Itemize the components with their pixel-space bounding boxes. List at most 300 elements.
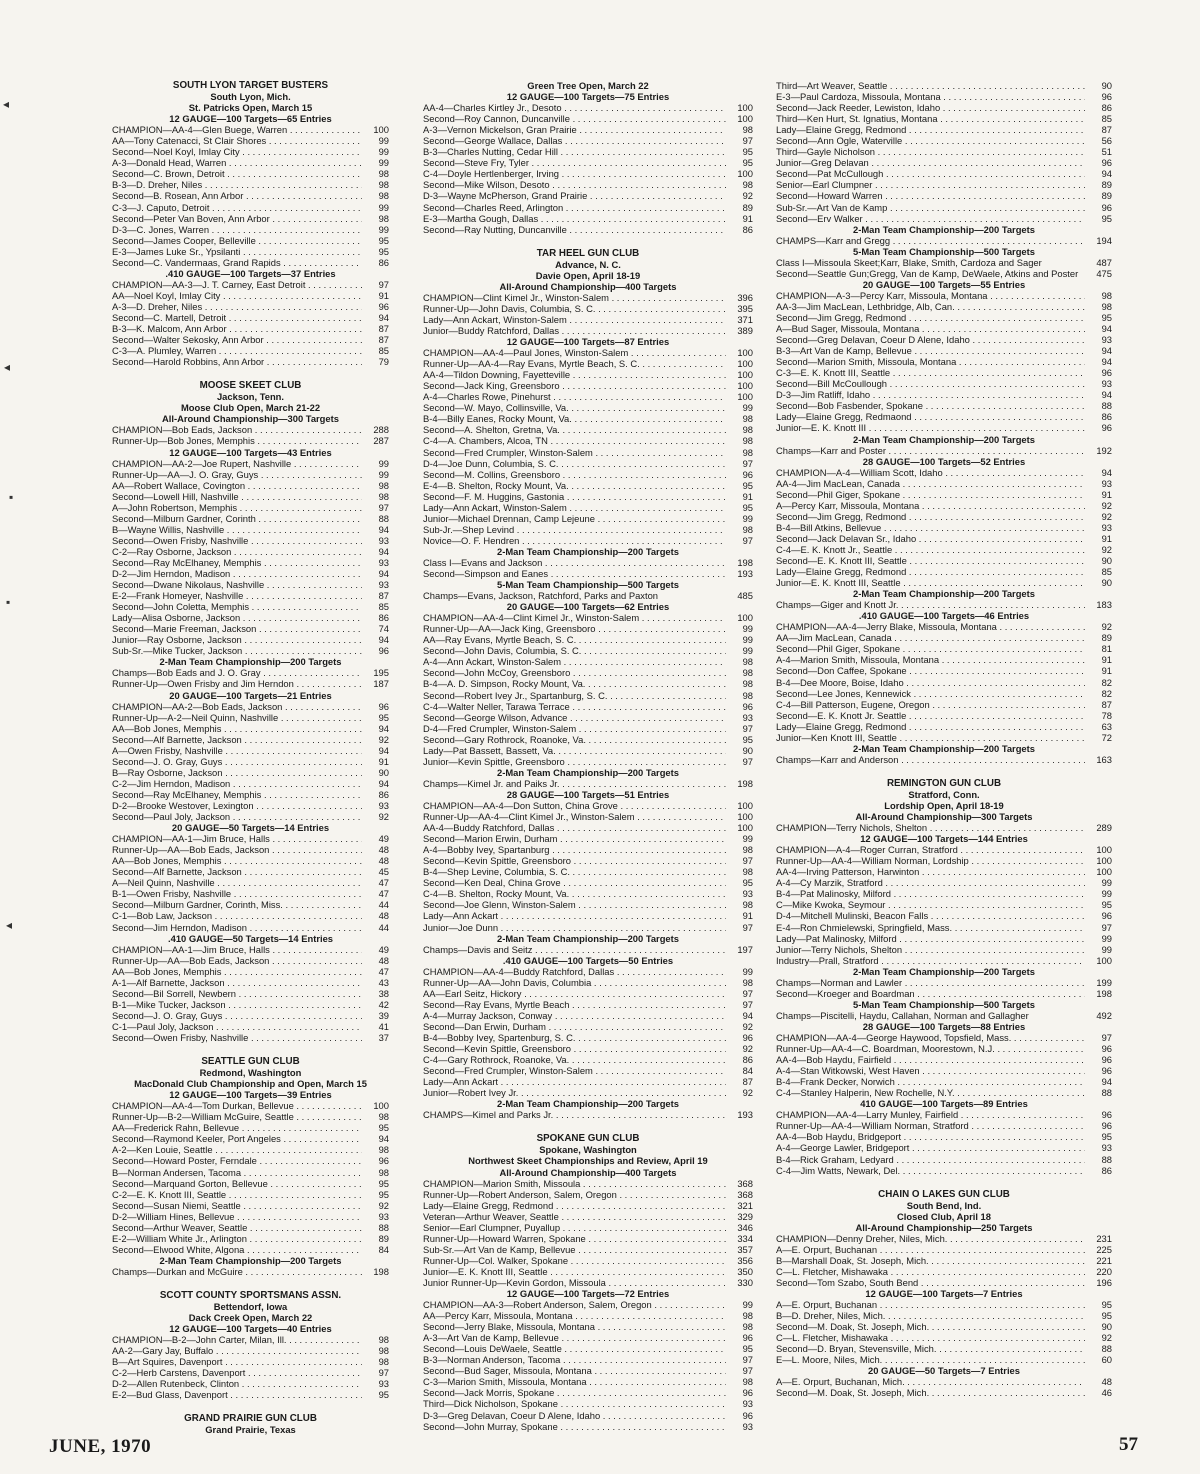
event-heading: 2-Man Team Championship—200 Targets xyxy=(853,742,1035,754)
score: 97 xyxy=(742,855,753,867)
score: 96 xyxy=(742,468,753,480)
shooter-name: A-4—Murray Jackson, Conway . . . xyxy=(423,1010,726,1021)
event-heading: All-Around Championship—250 Targets xyxy=(855,1221,1033,1233)
result-row xyxy=(423,1178,753,1189)
score: 96 xyxy=(1101,422,1112,434)
shooter-name: Runner-Up—Howard Warren, Spokane . . . xyxy=(423,1233,726,1244)
event-heading: 12 GAUGE—100 Targets—72 Entries xyxy=(506,1288,670,1300)
shooter-name: Second—Lowell Hill, Nashville . . . xyxy=(112,491,362,502)
score: 86 xyxy=(1101,411,1112,423)
score: 91 xyxy=(378,755,389,767)
result-row xyxy=(423,1010,753,1021)
score: 97 xyxy=(742,457,753,469)
shooter-name: CHAMPION—Denny Dreher, Niles, Mich. . . . xyxy=(776,1233,1085,1244)
result-row xyxy=(112,778,389,789)
event-heading: 2-Man Team Championship—200 Targets xyxy=(159,656,342,668)
score: 92 xyxy=(742,1087,753,1099)
team-result-row xyxy=(423,590,753,601)
result-row xyxy=(776,378,1112,389)
score: 92 xyxy=(378,733,389,745)
result-row xyxy=(423,535,753,546)
shooter-name: AA—Bob Jones, Memphis . . . xyxy=(112,855,362,866)
shooter-name: AA—Frederick Rahn, Bellevue . . . xyxy=(112,1122,362,1133)
shooter-name: Lady—Elaine Gregg, Redmond . . . xyxy=(776,721,1085,732)
result-row xyxy=(112,1345,389,1356)
shooter-name: Second—Jack King, Greensboro . . . xyxy=(423,380,726,391)
shooter-name: Lady—Ann Ackart, Winston-Salem . . . xyxy=(423,314,726,325)
shooter-name: Sub-Jr.—Shep Levind . . . xyxy=(423,524,726,535)
score: 88 xyxy=(1101,1087,1112,1099)
score: 193 xyxy=(737,568,753,580)
shooter-name: Second—John Murray, Spokane . . . xyxy=(423,1421,726,1432)
result-row xyxy=(112,1021,389,1032)
score: 100 xyxy=(1096,954,1112,966)
result-row xyxy=(423,1299,753,1310)
score: 90 xyxy=(1101,577,1112,589)
result-row xyxy=(776,877,1112,888)
shooter-name: CHAMPION—Terry Nichols, Shelton . . . xyxy=(776,822,1085,833)
result-row xyxy=(423,977,753,988)
shooter-name: CHAMPION—AA-4—Glen Buege, Warren . . . xyxy=(112,124,362,135)
score: 96 xyxy=(378,1155,389,1167)
result-row xyxy=(776,1054,1112,1065)
score: 88 xyxy=(378,512,389,524)
score: 98 xyxy=(1101,289,1112,301)
result-row xyxy=(776,1065,1112,1076)
shooter-name: AA-4—Buddy Ratchford, Dallas . . . xyxy=(423,822,726,833)
result-row xyxy=(776,1109,1112,1120)
shooter-name: Junior—E. K. Knott III . . . xyxy=(776,422,1085,433)
score: 48 xyxy=(378,855,389,867)
footer-date: JUNE, 1970 xyxy=(49,1436,152,1457)
result-row xyxy=(423,402,753,413)
shooter-name: B—Wayne Willis, Nashville . . . xyxy=(112,524,362,535)
result-row xyxy=(776,665,1112,676)
shooter-name: B-4—Bill Atkins, Bellevue . . . xyxy=(776,522,1085,533)
result-row xyxy=(776,1233,1112,1244)
result-row xyxy=(423,833,753,844)
score: 98 xyxy=(742,1310,753,1322)
result-row xyxy=(776,367,1112,378)
shooter-name: B—Norman Andersen, Tacoma . . . xyxy=(112,1167,362,1178)
result-row xyxy=(112,667,389,678)
result-row xyxy=(423,1043,753,1054)
result-row xyxy=(112,922,389,933)
team-names: Class I—Missoula Skeet;Karr, Blake, Smith, Cardoza and Sager xyxy=(776,256,1042,268)
shooter-name: Junior Runner-Up—Kevin Gordon, Missoula . . . xyxy=(423,1277,726,1288)
score: 98 xyxy=(742,523,753,535)
score: 99 xyxy=(378,157,389,169)
score: 368 xyxy=(737,1177,753,1189)
result-row xyxy=(423,966,753,977)
event-title: Northwest Skeet Championships and Review, April 19 xyxy=(468,1155,708,1167)
shooter-name: Second—George Wallace, Dallas . . . xyxy=(423,135,726,146)
score: 97 xyxy=(742,987,753,999)
score: 198 xyxy=(737,556,753,568)
shooter-name: CHAMPION—AA-4—George Haywood, Topsfield, Mass. . . . xyxy=(776,1032,1085,1043)
result-row xyxy=(776,922,1112,933)
shooter-name: B—D. Dreher, Niles, Mich. . . . xyxy=(776,1310,1085,1321)
score: 220 xyxy=(1096,1265,1112,1277)
result-row xyxy=(112,290,389,301)
score: 321 xyxy=(737,1199,753,1211)
shooter-name: Runner-Up—AA—Bob Eads, Jackson . . . xyxy=(112,955,362,966)
result-row xyxy=(776,411,1112,422)
score: 92 xyxy=(1101,543,1112,555)
result-row xyxy=(423,701,753,712)
shooter-name: Lady—Elaine Gregg, Redmond . . . xyxy=(776,566,1085,577)
shooter-name: Second—Charles Reed, Arlington . . . xyxy=(423,202,726,213)
score: 163 xyxy=(1096,753,1112,765)
result-row xyxy=(423,458,753,469)
score: 91 xyxy=(742,910,753,922)
shooter-name: D-2—Brooke Westover, Lexington . . . xyxy=(112,800,362,811)
score: 92 xyxy=(742,1043,753,1055)
shooter-name: CHAMPION—AA-2—Bob Eads, Jackson . . . xyxy=(112,701,362,712)
result-row xyxy=(423,1277,753,1288)
result-row xyxy=(423,369,753,380)
score: 98 xyxy=(378,1345,389,1357)
shooter-name: C-4—Gary Rothrock, Roanoke, Va. . . . xyxy=(423,1054,726,1065)
score: 389 xyxy=(737,324,753,336)
shooter-name: C-3—E. K. Knott III, Seattle . . . xyxy=(776,367,1085,378)
result-row xyxy=(423,678,753,689)
score: 98 xyxy=(378,490,389,502)
shooter-name: Second—C. Martell, Detroit . . . xyxy=(112,312,362,323)
shooter-name: Second—Joe Glenn, Winston-Salem . . . xyxy=(423,899,726,910)
shooter-name: Champs—Davis and Seitz . . . xyxy=(423,944,726,955)
score: 89 xyxy=(1101,632,1112,644)
club-location: Bettendorf, Iowa xyxy=(213,1301,288,1313)
shooter-name: CHAMPS—Karr and Gregg . . . xyxy=(776,235,1085,246)
event-heading: 20 GAUGE—50 Targets—14 Entries xyxy=(171,822,330,834)
score: 97 xyxy=(1101,1031,1112,1043)
result-row xyxy=(112,1266,389,1277)
shooter-name: Lady—Ann Ackart, Winston-Salem . . . xyxy=(423,502,726,513)
shooter-name: Second—Walter Sekosky, Ann Arbor . . . xyxy=(112,334,362,345)
shooter-name: E—L. Moore, Niles, Mich. . . . xyxy=(776,1354,1085,1365)
column-2 xyxy=(423,80,753,1432)
club-name: GRAND PRAIRIE GUN CLUB xyxy=(184,1413,317,1425)
result-row xyxy=(112,435,389,446)
shooter-name: Second—Arthur Weaver, Seattle . . . xyxy=(112,1222,362,1233)
shooter-name: Runner-Up—Robert Anderson, Salem, Oregon . . . xyxy=(423,1189,726,1200)
score: 86 xyxy=(1101,102,1112,114)
shooter-name: Second—Ray McElhaney, Memphis . . . xyxy=(112,557,362,568)
score: 100 xyxy=(737,102,753,114)
result-row xyxy=(776,124,1112,135)
result-row xyxy=(423,1065,753,1076)
score: 94 xyxy=(1101,345,1112,357)
score: 43 xyxy=(378,976,389,988)
score: 96 xyxy=(1101,1065,1112,1077)
shooter-name: CHAMPION—Bob Eads, Jackson . . . xyxy=(112,424,362,435)
shooter-name: CHAMPION—AA-4—Clint Kimel Jr., Winston-Salem . . . xyxy=(423,612,726,623)
shooter-name: A-4—Ann Ackart, Winston-Salem . . . xyxy=(423,656,726,667)
shooter-name: Junior—Robert Ivey Jr. . . . xyxy=(423,1087,726,1098)
event-heading: .410 GAUGE—100 Targets—46 Entries xyxy=(858,610,1030,622)
shooter-name: B-3—D. Dreher, Niles . . . xyxy=(112,179,362,190)
score: 48 xyxy=(1101,1376,1112,1388)
score: 86 xyxy=(1101,1164,1112,1176)
result-row xyxy=(112,1111,389,1122)
event-heading: 5-Man Team Championship—500 Targets xyxy=(853,998,1035,1010)
shooter-name: D-3—Wayne McPherson, Grand Prairie . . . xyxy=(423,190,726,201)
shooter-name: Champs—Durkan and McGuire . . . xyxy=(112,1266,362,1277)
result-row xyxy=(423,944,753,955)
event-title: Lordship Open, April 18-19 xyxy=(884,800,1004,811)
score: 48 xyxy=(378,910,389,922)
score: 96 xyxy=(1101,1109,1112,1121)
result-row xyxy=(423,712,753,723)
club-section xyxy=(112,1056,389,1277)
score: 87 xyxy=(378,323,389,335)
score: 90 xyxy=(1101,1321,1112,1333)
score: 192 xyxy=(1096,444,1112,456)
score: 183 xyxy=(1096,599,1112,611)
score: 47 xyxy=(378,965,389,977)
result-row xyxy=(776,844,1112,855)
shooter-name: C-2—Herb Carstens, Davenport . . . xyxy=(112,1367,362,1378)
club-name: SOUTH LYON TARGET BUSTERS xyxy=(172,80,329,91)
event-heading: 2-Man Team Championship—200 Targets xyxy=(497,545,679,557)
shooter-name: A-1—Alf Barnette, Jackson . . . xyxy=(112,977,362,988)
shooter-name: Second—Ray Nutting, Duncanville . . . xyxy=(423,224,726,235)
score: 49 xyxy=(378,943,389,955)
score: 99 xyxy=(1101,932,1112,944)
shooter-name: D-2—Jim Herndon, Madison . . . xyxy=(112,568,362,579)
score: 92 xyxy=(742,1020,753,1032)
shooter-name: Champs—Kimel Jr. and Paiks Jr. . . . xyxy=(423,778,726,789)
result-row xyxy=(776,290,1112,301)
shooter-name: CHAMPION—AA-4—Paul Jones, Winston-Salem . . . xyxy=(423,347,726,358)
score: 98 xyxy=(378,1144,389,1156)
result-row xyxy=(776,533,1112,544)
score: 97 xyxy=(742,921,753,933)
result-row xyxy=(776,91,1112,102)
event-heading: 5-Man Team Championship—500 Targets xyxy=(853,245,1035,257)
result-row xyxy=(112,1200,389,1211)
result-row xyxy=(112,135,389,146)
score: 94 xyxy=(1101,323,1112,335)
shooter-name: Second—Milburn Gardner, Corinth . . . xyxy=(112,513,362,524)
shooter-name: AA-3—Jim MacLean, Lethbridge, Alb, Can. . . . xyxy=(776,301,1085,312)
shooter-name: B-4—Bobby Ivey, Spartenburg, S. C. . . . xyxy=(423,1032,726,1043)
score: 48 xyxy=(378,844,389,856)
event-heading: 2-Man Team Championship—200 Targets xyxy=(853,223,1035,235)
result-row xyxy=(423,557,753,568)
score: 38 xyxy=(378,987,389,999)
event-heading: 28 GAUGE—100 Targets—51 Entries xyxy=(506,788,670,800)
result-row xyxy=(112,458,389,469)
shooter-name: CHAMPION—AA-3—Robert Anderson, Salem, Oregon . . . xyxy=(423,1299,726,1310)
result-row xyxy=(112,855,389,866)
shooter-name: Second—Alf Barnette, Jackson . . . xyxy=(112,734,362,745)
score: 94 xyxy=(378,744,389,756)
score: 99 xyxy=(742,634,753,646)
score: 100 xyxy=(1096,855,1112,867)
shooter-name: A-4—Charles Rowe, Pinehurst . . . xyxy=(423,391,726,402)
result-row xyxy=(776,599,1112,610)
result-row xyxy=(776,1120,1112,1131)
score: 95 xyxy=(742,157,753,169)
result-row xyxy=(423,1255,753,1266)
shooter-name: C-2—Jim Herndon, Madison . . . xyxy=(112,778,362,789)
result-row xyxy=(776,113,1112,124)
shooter-name: Runner-Up—AA—J. O. Gray, Guys . . . xyxy=(112,469,362,480)
shooter-name: Second—Jim Gregg, Redmond . . . xyxy=(776,312,1085,323)
shooter-name: CHAMPION—AA-4—Buddy Ratchford, Dallas . . . xyxy=(423,966,726,977)
result-row xyxy=(112,168,389,179)
shooter-name: Champs—Bob Eads and J. O. Gray . . . xyxy=(112,667,362,678)
score: 95 xyxy=(742,1343,753,1355)
shooter-name: AA-4—Bob Haydu, Bridgeport . . . xyxy=(776,1131,1085,1142)
score: 231 xyxy=(1096,1232,1112,1244)
score: 99 xyxy=(742,965,753,977)
score: 98 xyxy=(742,899,753,911)
result-row xyxy=(112,977,389,988)
result-row xyxy=(423,213,753,224)
result-row xyxy=(423,1054,753,1065)
score: 287 xyxy=(373,435,389,447)
result-row xyxy=(112,1244,389,1255)
result-row xyxy=(112,678,389,689)
shooter-name: C-3—J. Caputo, Detroit . . . xyxy=(112,202,362,213)
score: 93 xyxy=(742,888,753,900)
shooter-name: Second—Noel Koyl, Imlay City . . . xyxy=(112,146,362,157)
score: 99 xyxy=(378,135,389,147)
score: 95 xyxy=(378,1122,389,1134)
result-row xyxy=(112,546,389,557)
shooter-name: Second—Bill McCoullough . . . xyxy=(776,378,1085,389)
result-row xyxy=(112,745,389,756)
result-row xyxy=(423,1109,753,1120)
result-row xyxy=(423,1233,753,1244)
score: 91 xyxy=(1101,654,1112,666)
score: 39 xyxy=(378,1009,389,1021)
shooter-name: Second—F. M. Huggins, Gastonia . . . xyxy=(423,491,726,502)
score: 98 xyxy=(742,124,753,136)
result-row xyxy=(112,612,389,623)
result-row xyxy=(423,999,753,1010)
shooter-name: Second—Marion Erwin, Durham . . . xyxy=(423,833,726,844)
shooter-name: B-4—Dee Moore, Boise, Idaho . . . xyxy=(776,677,1085,688)
score: 330 xyxy=(737,1276,753,1288)
shooter-name: Third—Gayle Nicholson . . . xyxy=(776,146,1085,157)
score: 41 xyxy=(378,1020,389,1032)
result-row xyxy=(423,1310,753,1321)
score: 94 xyxy=(742,1009,753,1021)
result-row xyxy=(423,480,753,491)
score: 87 xyxy=(1101,698,1112,710)
shooter-name: E-2—Frank Homeyer, Nashville . . . xyxy=(112,590,362,601)
result-row xyxy=(776,1154,1112,1165)
result-row xyxy=(112,535,389,546)
result-row xyxy=(776,190,1112,201)
result-row xyxy=(112,157,389,168)
result-row xyxy=(112,800,389,811)
event-heading: 12 GAUGE—100 Targets—87 Entries xyxy=(506,336,670,348)
score: 91 xyxy=(742,490,753,502)
score: 86 xyxy=(378,612,389,624)
event-heading: .410 GAUGE—100 Targets—50 Entries xyxy=(502,954,674,966)
result-row xyxy=(423,292,753,303)
result-row xyxy=(776,677,1112,688)
shooter-name: Second—Jack Delavan Sr., Idaho . . . xyxy=(776,533,1085,544)
result-row xyxy=(776,544,1112,555)
shooter-name: Second—Bil Sorrell, Newbern . . . xyxy=(112,988,362,999)
shooter-name: Second—Elwood White, Algona . . . xyxy=(112,1244,362,1255)
result-row xyxy=(776,202,1112,213)
shooter-name: Third—Art Weaver, Seattle . . . xyxy=(776,80,1085,91)
score: 368 xyxy=(737,1188,753,1200)
result-row xyxy=(423,513,753,524)
shooter-name: CHAMPION—AA-1—Jim Bruce, Halls . . . xyxy=(112,833,362,844)
score: 95 xyxy=(1101,899,1112,911)
result-row xyxy=(423,690,753,701)
shooter-name: Lady—Ann Ackart . . . xyxy=(423,1076,726,1087)
score: 95 xyxy=(378,1389,389,1401)
shooter-name: C-3—Marion Smith, Missoula, Montana . . . xyxy=(423,1376,726,1387)
score: 98 xyxy=(378,1356,389,1368)
result-row xyxy=(423,888,753,899)
shooter-name: A-4—Bobby Ivey, Spartanburg . . . xyxy=(423,844,726,855)
result-row xyxy=(112,955,389,966)
score: 90 xyxy=(1101,555,1112,567)
result-row xyxy=(776,710,1112,721)
event-heading: All-Around Championship—300 Targets xyxy=(162,413,339,425)
shooter-name: B-4—Rick Graham, Ledyard . . . xyxy=(776,1154,1085,1165)
shooter-name: Second—Kroeger and Boardman . . . xyxy=(776,988,1085,999)
shooter-name: Champs—Karr and Poster . . . xyxy=(776,445,1085,456)
result-row xyxy=(776,400,1112,411)
shooter-name: Second—Ken Deal, China Grove . . . xyxy=(423,877,726,888)
score: 95 xyxy=(1101,1299,1112,1311)
score: 95 xyxy=(742,146,753,158)
score: 92 xyxy=(742,190,753,202)
score: 100 xyxy=(737,358,753,370)
score: 87 xyxy=(378,334,389,346)
score: 96 xyxy=(742,1332,753,1344)
shooter-name: Second—Dwane Nikolaus, Nashville . . . xyxy=(112,579,362,590)
score: 98 xyxy=(742,667,753,679)
result-row xyxy=(112,301,389,312)
result-row xyxy=(112,756,389,767)
score: 100 xyxy=(1096,866,1112,878)
result-row xyxy=(423,1244,753,1255)
shooter-name: A—E. Orpurt, Buchanan, Mich. . . . xyxy=(776,1376,1085,1387)
score: 94 xyxy=(378,722,389,734)
result-row xyxy=(776,944,1112,955)
score: 88 xyxy=(1101,1343,1112,1355)
score: 88 xyxy=(1101,1153,1112,1165)
result-row xyxy=(423,1421,753,1432)
shooter-name: C—L. Fletcher, Mishawaka . . . xyxy=(776,1266,1085,1277)
result-row xyxy=(112,1334,389,1345)
shooter-name: Second—Bob Fasbender, Spokane . . . xyxy=(776,400,1085,411)
shooter-name: E-3—Martha Gough, Dallas . . . xyxy=(423,213,726,224)
result-row xyxy=(112,491,389,502)
club-section xyxy=(776,80,1112,765)
shooter-name: Runner-Up—AA—John Davis, Columbia . . . xyxy=(423,977,726,988)
result-row xyxy=(112,590,389,601)
result-row xyxy=(423,190,753,201)
score: 100 xyxy=(737,811,753,823)
result-row xyxy=(776,1131,1112,1142)
result-row xyxy=(776,688,1112,699)
score: 99 xyxy=(378,468,389,480)
score: 95 xyxy=(1101,1310,1112,1322)
